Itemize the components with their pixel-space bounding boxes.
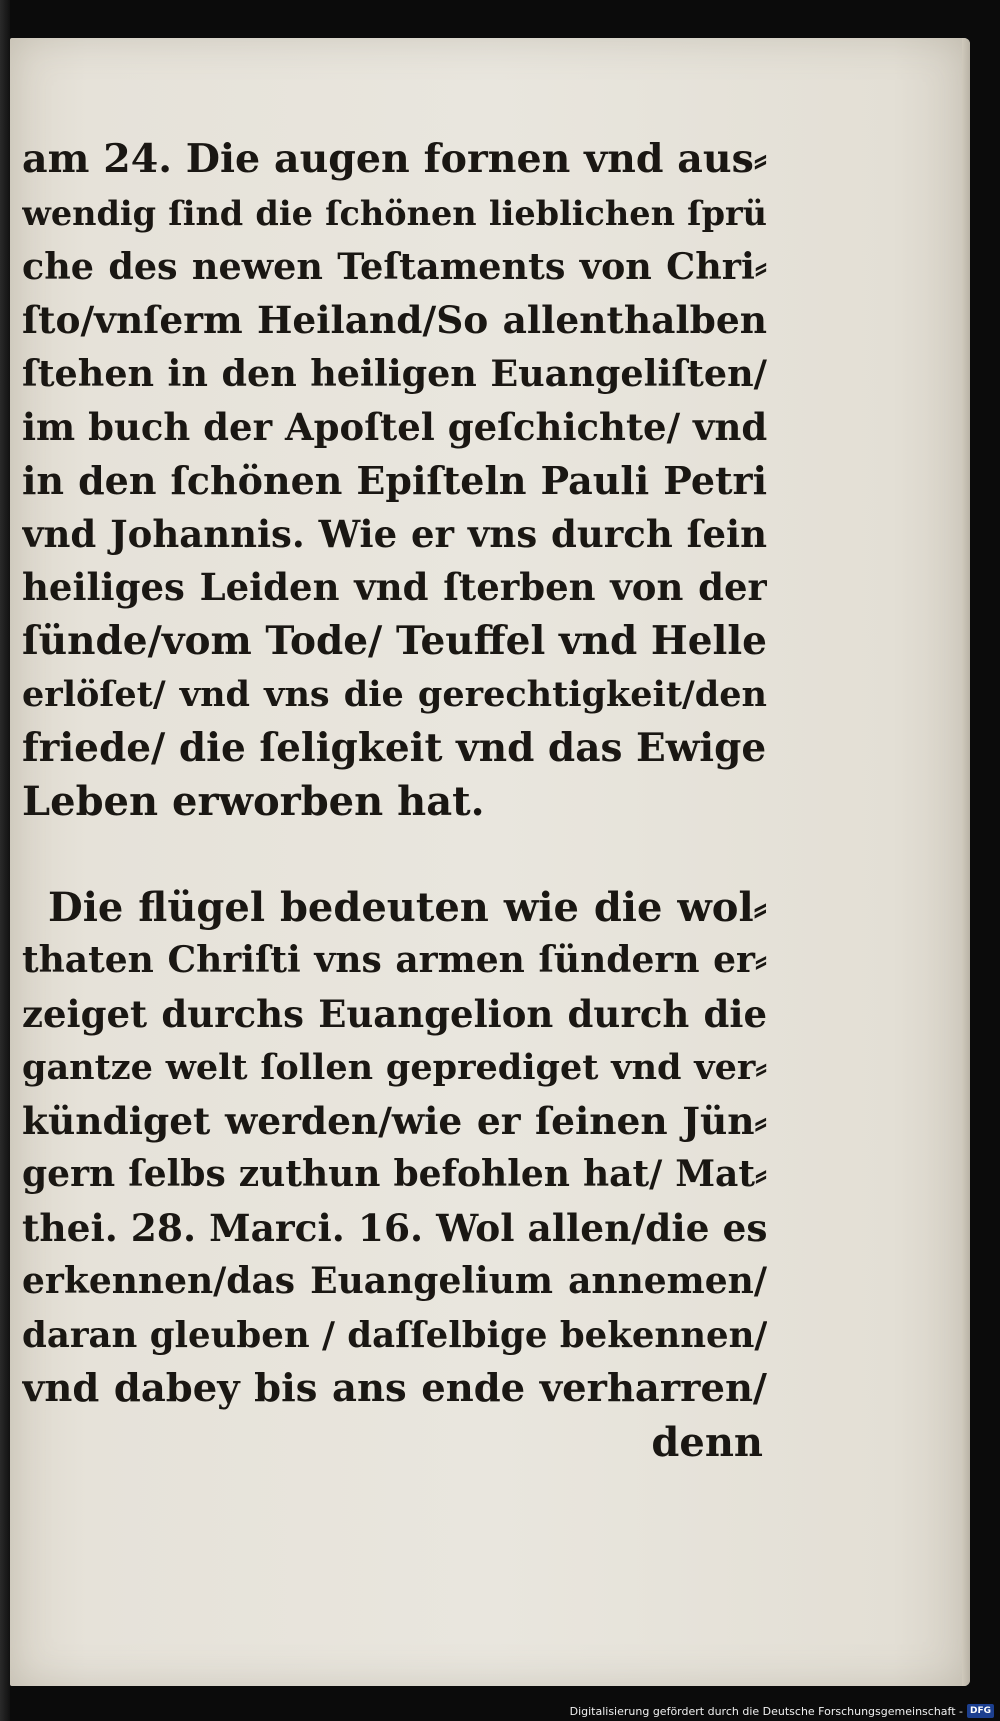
text-line: daran gleuben / daſſelbige bekennen/	[22, 1314, 767, 1356]
text-line: ſtehen in den heiligen Euangeliſten/	[22, 352, 767, 395]
text-line: ſünde/vom Tode/ Teuffel vnd Helle	[22, 617, 767, 664]
text-line: am 24. Die augen fornen vnd aus⸗	[22, 136, 767, 182]
digitization-footer	[570, 1703, 994, 1719]
book-page	[10, 38, 970, 1686]
text-line: ſto/vnſerm Heiland/So allenthalben	[22, 297, 767, 342]
text-line: thaten Chriſti vns armen ſündern er⸗	[22, 939, 767, 981]
page-fore-edge	[962, 38, 970, 1686]
text-line: im buch der Apoſtel geſchichte/ vnd	[22, 404, 767, 449]
text-line: zeiget durchs Euangelion durch die	[22, 991, 767, 1036]
text-line: wendig ſind die ſchönen lieblichen ſprü	[22, 193, 767, 233]
text-line: kündiget werden/wie er ſeinen Jün⸗	[22, 1098, 767, 1143]
catchword: denn	[651, 1418, 763, 1466]
text-line: Leben erworben hat.	[22, 778, 485, 825]
dfg-logo: DFG	[967, 1704, 994, 1718]
text-line: gantze welt ſollen geprediget vnd ver⸗	[22, 1047, 767, 1088]
text-line: Die flügel bedeuten wie die wol⸗	[48, 883, 767, 931]
text-line: vnd Johannis. Wie er vns durch ſein	[22, 511, 767, 556]
text-line: erkennen/das Euangelium annemen/	[22, 1260, 767, 1302]
text-line: che des newen Teſtaments von Chri⸗	[22, 245, 767, 288]
paragraph-gap	[22, 829, 767, 881]
paragraph-1	[22, 133, 767, 829]
text-line: vnd dabey bis ans ende verharren/	[22, 1366, 767, 1411]
text-line: gern ſelbs zuthun befohlen hat/ Mat⸗	[22, 1153, 767, 1195]
page-text	[22, 133, 767, 1469]
text-line: in den ſchönen Epiſteln Pauli Petri	[22, 458, 767, 503]
text-line: erlöſet/ vnd vns die gerechtigkeit/den	[22, 674, 767, 715]
text-line: thei. 28. Marci. 16. Wol allen/die es	[22, 1205, 767, 1250]
text-line: friede/ die ſeligkeit vnd das Ewige	[22, 724, 767, 771]
book-binding-edge	[0, 0, 10, 1721]
footer-credit-text: Digitalisierung gefördert durch die Deutsche Forschungsgemeinschaft -	[569, 1704, 963, 1718]
text-line: heiliges Leiden vnd ſterben von der	[22, 565, 767, 609]
paragraph-2	[22, 881, 767, 1416]
